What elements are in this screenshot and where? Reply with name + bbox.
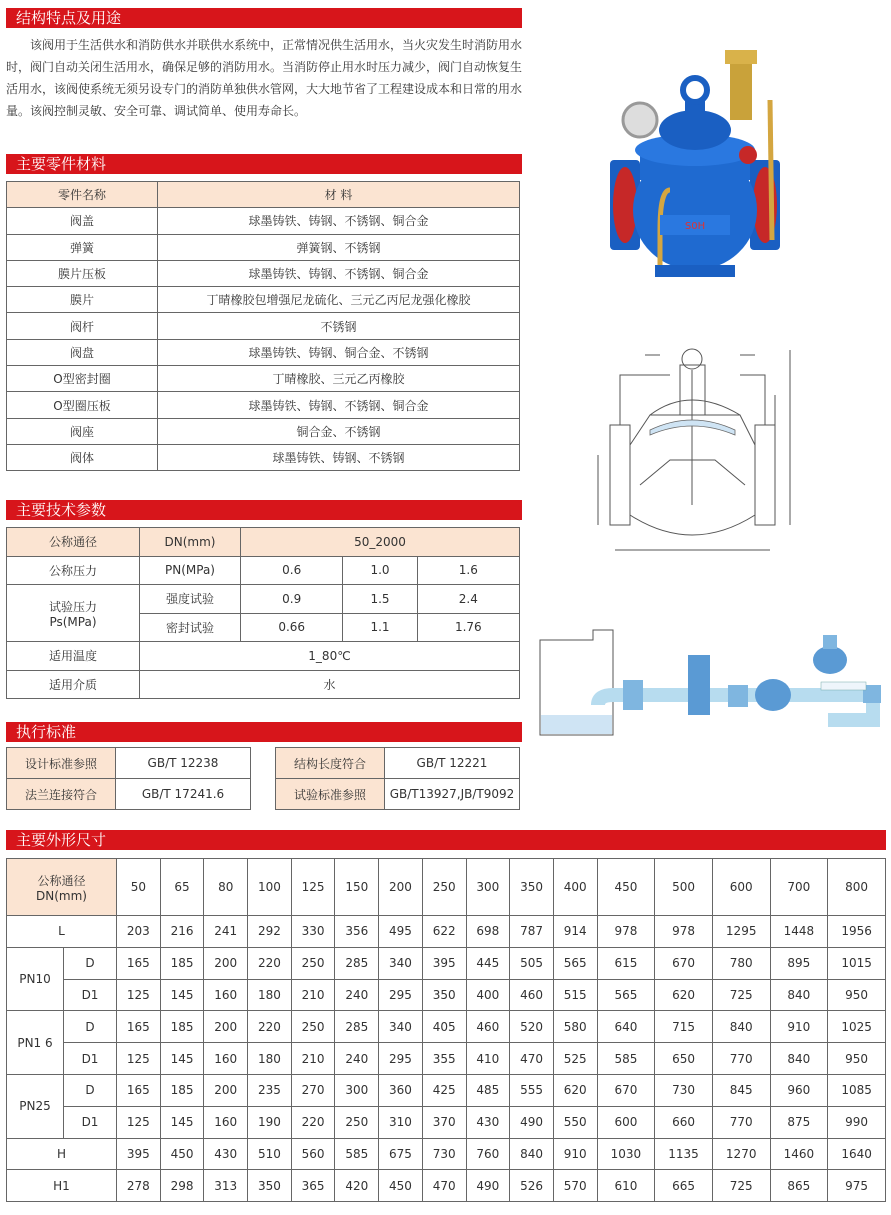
dims-D1-value: 585 (597, 1043, 655, 1075)
part-material: 丁晴橡胶、三元乙丙橡胶 (158, 366, 520, 392)
part-name: 阀座 (7, 418, 158, 444)
dims-D1-value: 990 (828, 1106, 886, 1138)
tech-temp-label: 适用温度 (7, 642, 140, 671)
standard-label: 设计标准参照 (7, 748, 116, 779)
dims-D1-value: 145 (160, 1106, 204, 1138)
dims-H1-value: 610 (597, 1170, 655, 1202)
dims-D-value: 615 (597, 947, 655, 979)
dims-D1-value: 460 (510, 979, 554, 1011)
dims-D-value: 1025 (828, 1011, 886, 1043)
dims-D-value: 1085 (828, 1074, 886, 1106)
dims-D1-value: 125 (117, 979, 161, 1011)
dims-H-value: 560 (291, 1138, 335, 1170)
dims-row-D (7, 1074, 886, 1106)
dims-D-value: 565 (553, 947, 597, 979)
dims-D1-value: 355 (422, 1043, 466, 1075)
dims-D-value: 1015 (828, 947, 886, 979)
dims-D1-label: D1 (64, 1043, 117, 1075)
dims-D-value: 285 (335, 947, 379, 979)
dims-D-value: 445 (466, 947, 510, 979)
tech-dn-label: 公称通径 (7, 528, 140, 557)
dims-H-value: 585 (335, 1138, 379, 1170)
dims-D-value: 960 (770, 1074, 828, 1106)
dims-L-value: 330 (291, 916, 335, 948)
part-material: 球墨铸铁、铸钢、不锈钢、铜合金 (158, 392, 520, 418)
dims-H-value: 1640 (828, 1138, 886, 1170)
part-material: 弹簧钢、不锈钢 (158, 234, 520, 260)
part-material: 球墨铸铁、铸钢、不锈钢 (158, 444, 520, 470)
valve-photo (600, 40, 790, 290)
dims-D-value: 520 (510, 1011, 554, 1043)
dims-D-value: 185 (160, 947, 204, 979)
standard-row (276, 748, 520, 779)
dims-row-D1 (7, 1106, 886, 1138)
dims-D-value: 460 (466, 1011, 510, 1043)
dims-D-value: 200 (204, 1011, 248, 1043)
dims-D-value: 425 (422, 1074, 466, 1106)
dims-H-value: 840 (510, 1138, 554, 1170)
standard-row (276, 779, 520, 810)
parts-row (7, 366, 520, 392)
dims-H1-value: 865 (770, 1170, 828, 1202)
dims-D1-value: 770 (712, 1043, 770, 1075)
tech-pn-label: 公称压力 (7, 556, 140, 585)
standards-table-right (275, 747, 520, 810)
dims-L-value: 978 (655, 916, 713, 948)
dims-row-H (7, 1138, 886, 1170)
dims-D-value: 580 (553, 1011, 597, 1043)
dims-D-value: 505 (510, 947, 554, 979)
dimensions-table (6, 858, 886, 1202)
parts-header-material: 材 料 (158, 182, 520, 208)
tech-temp-value: 1_80℃ (140, 642, 520, 671)
dims-D1-label: D1 (64, 1106, 117, 1138)
tech-strength-label: 强度试验 (140, 585, 241, 614)
dims-dn-value: 65 (160, 859, 204, 916)
standard-label: 法兰连接符合 (7, 779, 116, 810)
tech-row-medium (7, 670, 520, 699)
dims-D-value: 395 (422, 947, 466, 979)
dims-H1-value: 350 (248, 1170, 292, 1202)
tech-test-label-2: Ps(MPa) (49, 614, 97, 629)
dims-dn-value: 250 (422, 859, 466, 916)
dims-H1-value: 526 (510, 1170, 554, 1202)
dims-row-D (7, 1011, 886, 1043)
dims-dn-label-text: 公称通径 (37, 873, 86, 888)
tech-strength-value: 2.4 (417, 585, 519, 614)
dims-D1-value: 180 (248, 979, 292, 1011)
part-name: 阀盖 (7, 208, 158, 234)
part-name: O型密封圈 (7, 366, 158, 392)
part-material: 不锈钢 (158, 313, 520, 339)
part-name: O型圈压板 (7, 392, 158, 418)
dims-D-value: 220 (248, 947, 292, 979)
system-installation-diagram (538, 625, 888, 750)
dims-H1-value: 725 (712, 1170, 770, 1202)
dims-D1-value: 160 (204, 1043, 248, 1075)
dims-H-label: H (7, 1138, 117, 1170)
section-title-materials: 主要零件材料 (6, 154, 522, 174)
dims-D-value: 845 (712, 1074, 770, 1106)
dims-dn-value: 50 (117, 859, 161, 916)
tech-params-table (6, 527, 520, 699)
dims-pn-group: PN25 (7, 1074, 64, 1138)
dims-dn-value: 350 (510, 859, 554, 916)
dims-D1-value: 410 (466, 1043, 510, 1075)
dims-D-value: 340 (379, 947, 423, 979)
dims-D-value: 200 (204, 947, 248, 979)
dims-row-D1 (7, 979, 886, 1011)
tech-dn-value: 50_2000 (241, 528, 520, 557)
standard-row (7, 748, 251, 779)
dims-L-value: 1448 (770, 916, 828, 948)
dims-L-value: 1295 (712, 916, 770, 948)
dims-D1-value: 490 (510, 1106, 554, 1138)
tech-test-label-1: 试验压力 (48, 599, 97, 614)
tech-strength-value: 1.5 (343, 585, 417, 614)
dims-dn-value: 800 (828, 859, 886, 916)
dims-D1-value: 620 (655, 979, 713, 1011)
dims-D1-value: 650 (655, 1043, 713, 1075)
dims-dn-label (7, 859, 117, 916)
part-name: 阀盘 (7, 339, 158, 365)
dims-D-value: 405 (422, 1011, 466, 1043)
dims-D-value: 235 (248, 1074, 292, 1106)
dims-D-value: 200 (204, 1074, 248, 1106)
dims-D1-value: 430 (466, 1106, 510, 1138)
dims-D-value: 620 (553, 1074, 597, 1106)
dims-L-label: L (7, 916, 117, 948)
tech-seal-label: 密封试验 (140, 613, 241, 642)
dims-D1-value: 210 (291, 1043, 335, 1075)
svg-text:S0H: S0H (684, 221, 706, 232)
section-title-dims: 主要外形尺寸 (6, 830, 886, 850)
dims-D-value: 300 (335, 1074, 379, 1106)
dims-H-value: 730 (422, 1138, 466, 1170)
dims-D1-value: 370 (422, 1106, 466, 1138)
dims-dn-value: 400 (553, 859, 597, 916)
dims-D1-value: 470 (510, 1043, 554, 1075)
valve-technical-drawing (590, 335, 810, 565)
dims-D1-value: 725 (712, 979, 770, 1011)
dims-H1-value: 470 (422, 1170, 466, 1202)
dims-H-value: 450 (160, 1138, 204, 1170)
dims-D1-value: 180 (248, 1043, 292, 1075)
dims-D-value: 250 (291, 1011, 335, 1043)
dims-D-value: 165 (117, 947, 161, 979)
dims-D1-value: 840 (770, 1043, 828, 1075)
dims-L-value: 787 (510, 916, 554, 948)
standard-row (7, 779, 251, 810)
dims-D1-value: 125 (117, 1106, 161, 1138)
dims-row-D1 (7, 1043, 886, 1075)
dims-D-value: 360 (379, 1074, 423, 1106)
tech-pn-value: 1.0 (343, 556, 417, 585)
dims-row-L (7, 916, 886, 948)
tech-seal-value: 0.66 (241, 613, 343, 642)
dims-H-value: 430 (204, 1138, 248, 1170)
dims-H-value: 1135 (655, 1138, 713, 1170)
dims-D1-value: 160 (204, 979, 248, 1011)
dims-dn-value: 80 (204, 859, 248, 916)
dims-H1-value: 665 (655, 1170, 713, 1202)
parts-row (7, 444, 520, 470)
part-material: 丁晴橡胶包增强尼龙硫化、三元乙丙尼龙强化橡胶 (158, 287, 520, 313)
part-name: 膜片 (7, 287, 158, 313)
dims-D1-value: 125 (117, 1043, 161, 1075)
dims-D1-value: 240 (335, 1043, 379, 1075)
standard-value: GB/T 17241.6 (116, 779, 251, 810)
dims-L-value: 978 (597, 916, 655, 948)
dims-L-value: 495 (379, 916, 423, 948)
dims-D-value: 670 (655, 947, 713, 979)
parts-row (7, 208, 520, 234)
tech-row-temp (7, 642, 520, 671)
dims-D1-value: 145 (160, 979, 204, 1011)
dims-D-value: 730 (655, 1074, 713, 1106)
dims-dn-unit: DN(mm) (36, 888, 87, 903)
dims-D-value: 185 (160, 1074, 204, 1106)
dims-dn-value: 600 (712, 859, 770, 916)
dims-H-value: 510 (248, 1138, 292, 1170)
dims-dn-value: 200 (379, 859, 423, 916)
dims-D-value: 715 (655, 1011, 713, 1043)
dims-D1-value: 190 (248, 1106, 292, 1138)
dims-D1-value: 770 (712, 1106, 770, 1138)
dims-D1-value: 160 (204, 1106, 248, 1138)
dims-D-value: 185 (160, 1011, 204, 1043)
dims-H-value: 910 (553, 1138, 597, 1170)
dims-H-value: 1460 (770, 1138, 828, 1170)
tech-pn-unit: PN(MPa) (140, 556, 241, 585)
part-material: 球墨铸铁、铸钢、不锈钢、铜合金 (158, 260, 520, 286)
tech-medium-label: 适用介质 (7, 670, 140, 699)
parts-row (7, 313, 520, 339)
description-text: 该阀用于生活供水和消防供水并联供水系统中，正常情况供生活用水，当火灾发生时消防用水时，阀门自动关闭生活用水，确保足够的消防用水。当消防停止用水时压力减少，阀门自动恢复生活用水，该阀使系统无须另设专门的消防单独供水管网，大大地节省了工程建设成本和日常的用水量。该阀控制灵敏、安全可靠、调试简单、使用寿命长。 (6, 38, 523, 118)
standard-label: 试验标准参照 (276, 779, 385, 810)
dims-H1-value: 365 (291, 1170, 335, 1202)
dims-H-value: 675 (379, 1138, 423, 1170)
parts-row (7, 260, 520, 286)
parts-row (7, 287, 520, 313)
dims-D-value: 285 (335, 1011, 379, 1043)
dims-D-value: 340 (379, 1011, 423, 1043)
section-title-standards: 执行标准 (6, 722, 522, 742)
dims-L-value: 216 (160, 916, 204, 948)
tech-seal-value: 1.76 (417, 613, 519, 642)
dims-L-value: 203 (117, 916, 161, 948)
dims-L-value: 622 (422, 916, 466, 948)
dims-D1-value: 875 (770, 1106, 828, 1138)
dims-D-value: 895 (770, 947, 828, 979)
part-name: 阀杆 (7, 313, 158, 339)
dims-H1-value: 298 (160, 1170, 204, 1202)
dims-D-value: 910 (770, 1011, 828, 1043)
dims-D1-value: 220 (291, 1106, 335, 1138)
part-material: 球墨铸铁、铸钢、不锈钢、铜合金 (158, 208, 520, 234)
dims-row-dn (7, 859, 886, 916)
section-title-tech: 主要技术参数 (6, 500, 522, 520)
parts-header-row (7, 182, 520, 208)
parts-row (7, 339, 520, 365)
dims-dn-value: 150 (335, 859, 379, 916)
dims-dn-value: 700 (770, 859, 828, 916)
dims-D-value: 780 (712, 947, 770, 979)
dims-D-value: 270 (291, 1074, 335, 1106)
dims-H1-value: 420 (335, 1170, 379, 1202)
parts-row (7, 392, 520, 418)
standard-label: 结构长度符合 (276, 748, 385, 779)
tech-row-pn (7, 556, 520, 585)
part-material: 球墨铸铁、铸钢、铜合金、不锈钢 (158, 339, 520, 365)
dims-D1-value: 840 (770, 979, 828, 1011)
dims-D-value: 840 (712, 1011, 770, 1043)
tech-seal-value: 1.1 (343, 613, 417, 642)
dims-D-value: 165 (117, 1074, 161, 1106)
dims-D1-value: 250 (335, 1106, 379, 1138)
standard-value: GB/T13927,JB/T9092 (385, 779, 520, 810)
tech-strength-value: 0.9 (241, 585, 343, 614)
dims-L-value: 1956 (828, 916, 886, 948)
dims-D1-value: 565 (597, 979, 655, 1011)
dims-D-value: 640 (597, 1011, 655, 1043)
dims-dn-value: 500 (655, 859, 713, 916)
dims-H-value: 760 (466, 1138, 510, 1170)
dims-dn-value: 300 (466, 859, 510, 916)
dims-D1-value: 145 (160, 1043, 204, 1075)
dims-H-value: 395 (117, 1138, 161, 1170)
dims-L-value: 241 (204, 916, 248, 948)
dims-D1-value: 515 (553, 979, 597, 1011)
tech-pn-value: 0.6 (241, 556, 343, 585)
dims-H1-value: 975 (828, 1170, 886, 1202)
standards-table-left (6, 747, 251, 810)
part-name: 膜片压板 (7, 260, 158, 286)
dims-L-value: 698 (466, 916, 510, 948)
tech-medium-value: 水 (140, 670, 520, 699)
dims-D-value: 670 (597, 1074, 655, 1106)
parts-header-name: 零件名称 (7, 182, 158, 208)
parts-materials-table (6, 181, 520, 471)
dims-D1-value: 950 (828, 1043, 886, 1075)
dims-pn-group: PN10 (7, 947, 64, 1011)
tech-row-strength (7, 585, 520, 614)
dims-H1-value: 450 (379, 1170, 423, 1202)
dims-dn-value: 125 (291, 859, 335, 916)
standard-value: GB/T 12221 (385, 748, 520, 779)
dims-D1-value: 660 (655, 1106, 713, 1138)
part-material: 铜合金、不锈钢 (158, 418, 520, 444)
dims-D-value: 165 (117, 1011, 161, 1043)
dims-D1-value: 400 (466, 979, 510, 1011)
dims-D1-value: 525 (553, 1043, 597, 1075)
dims-D1-value: 950 (828, 979, 886, 1011)
dims-dn-value: 450 (597, 859, 655, 916)
tech-pn-value: 1.6 (417, 556, 519, 585)
dims-H1-value: 313 (204, 1170, 248, 1202)
dims-D-value: 250 (291, 947, 335, 979)
standard-value: GB/T 12238 (116, 748, 251, 779)
dims-row-H1 (7, 1170, 886, 1202)
dims-D1-value: 550 (553, 1106, 597, 1138)
parts-row (7, 234, 520, 260)
part-name: 弹簧 (7, 234, 158, 260)
dims-L-value: 292 (248, 916, 292, 948)
dims-D1-value: 295 (379, 979, 423, 1011)
dims-pn-group: PN1 6 (7, 1011, 64, 1075)
dims-D-label: D (64, 1074, 117, 1106)
dims-D-value: 555 (510, 1074, 554, 1106)
dims-H1-label: H1 (7, 1170, 117, 1202)
dims-D-value: 220 (248, 1011, 292, 1043)
dims-L-value: 356 (335, 916, 379, 948)
dims-row-D (7, 947, 886, 979)
dims-D1-label: D1 (64, 979, 117, 1011)
part-name: 阀体 (7, 444, 158, 470)
dims-D1-value: 210 (291, 979, 335, 1011)
parts-row (7, 418, 520, 444)
dims-dn-value: 100 (248, 859, 292, 916)
tech-test-label (7, 585, 140, 642)
dims-H1-value: 570 (553, 1170, 597, 1202)
dims-D1-value: 240 (335, 979, 379, 1011)
dims-D1-value: 295 (379, 1043, 423, 1075)
dims-H1-value: 278 (117, 1170, 161, 1202)
dims-D1-value: 350 (422, 979, 466, 1011)
dims-D-value: 485 (466, 1074, 510, 1106)
dims-H-value: 1270 (712, 1138, 770, 1170)
tech-dn-unit: DN(mm) (140, 528, 241, 557)
dims-D-label: D (64, 1011, 117, 1043)
dims-D1-value: 600 (597, 1106, 655, 1138)
dims-D1-value: 310 (379, 1106, 423, 1138)
dims-H-value: 1030 (597, 1138, 655, 1170)
tech-row-dn (7, 528, 520, 557)
dims-D-label: D (64, 947, 117, 979)
dims-H1-value: 490 (466, 1170, 510, 1202)
dims-L-value: 914 (553, 916, 597, 948)
section-title-features: 结构特点及用途 (6, 8, 522, 28)
